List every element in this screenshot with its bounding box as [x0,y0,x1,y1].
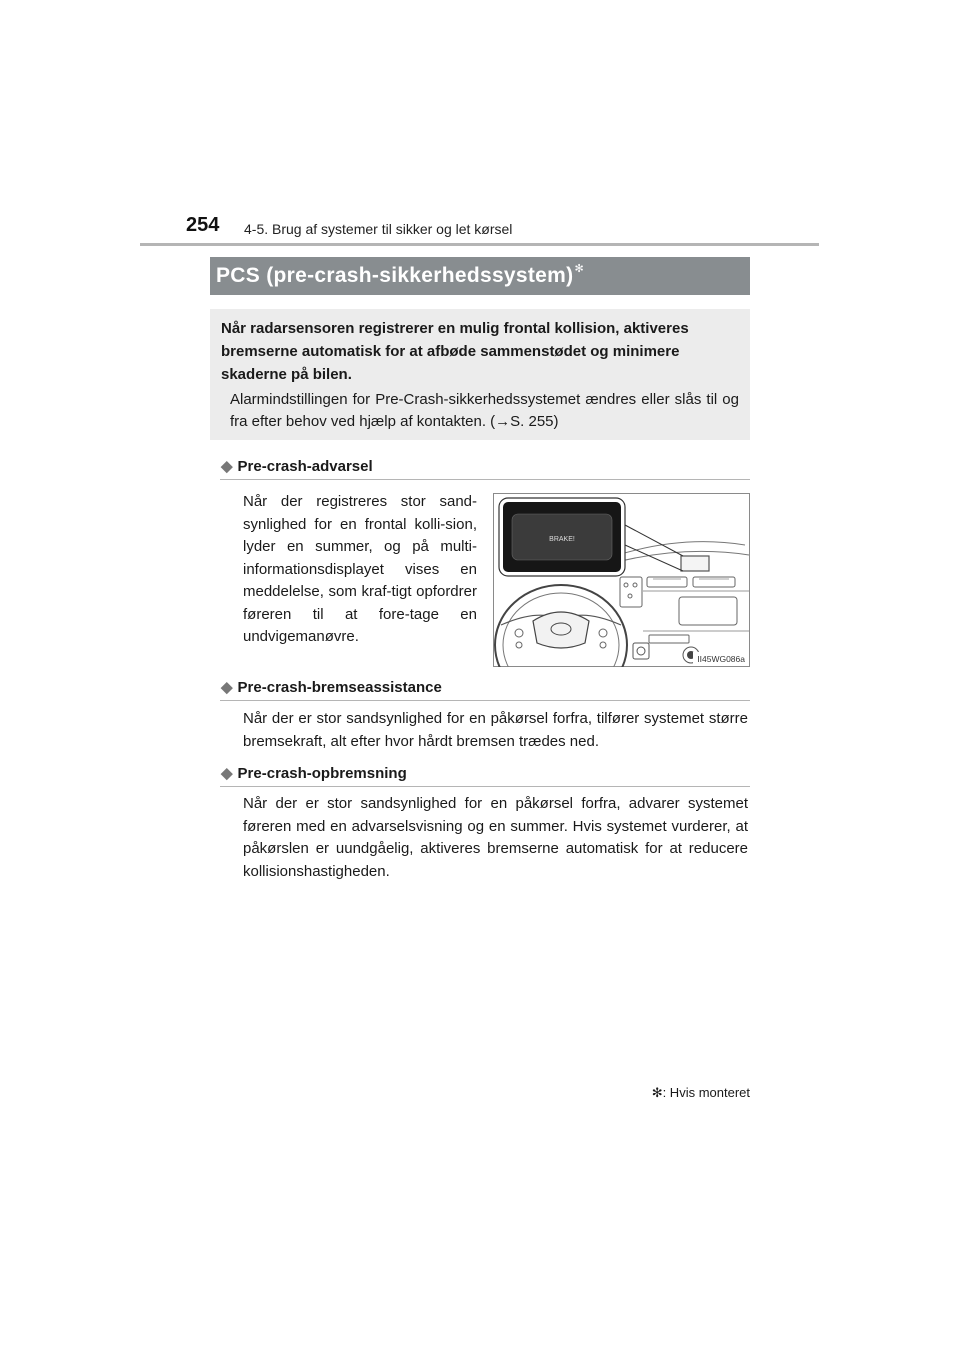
diamond-bullet-icon: ◆ [221,765,233,782]
diamond-bullet-icon: ◆ [221,679,233,696]
display-message: BRAKE! [549,536,575,543]
intro-box [210,309,750,440]
section-text: Når der er stor sandsynlighed for en påkørsel forfra, advarer systemet føreren med en advarselsvisning og en summer. Hvis systemet vurderer, at påkørslen er uundgåelig, aktiveres bremserne automatisk for at reducere kollisionshastigheden. [243,795,748,880]
asterisk-icon: ✻ [574,263,584,275]
intro-summary: Når radarsensoren registrerer en mulig frontal kollision, aktiveres bremserne automatisk for at afbøde sammenstødet og minimere skaderne på bilen. [221,320,689,383]
subheading-text: Pre-crash-bremseassistance [237,679,442,696]
footnote: ✻: Hvis monteret [651,1085,750,1100]
intro-note: Alarmindstillingen for Pre-Crash-sikkerhedssystemet ændres eller slås til og fra efter behov ved hjælp af kontakten. (→S. 255) [230,391,739,430]
section-text: Når der er stor sandsynlighed for en påkørsel forfra, tilfører systemet større bremsekraft, alt efter hvor hårdt bremsen trædes ned. [243,710,748,750]
subheading-rule [220,479,750,480]
subheading-pre-crash-brake-assist [221,678,442,696]
section-text: Når der registreres stor sand-synlighed for en frontal kolli-sion, lyder en summer, og på multi-informationsdisplayet vises en meddelelse, som kraf-tigt opfordrer føreren til at fore-tage en undvigemanøvre. [243,493,477,645]
subheading-text: Pre-crash-advarsel [237,458,373,475]
section-title [216,264,584,288]
header-rule [140,243,819,246]
diamond-bullet-icon: ◆ [221,458,233,475]
subheading-pre-crash-braking [221,764,407,782]
section-title-text: PCS (pre-crash-sikkerhedssystem) [216,264,574,287]
subheading-pre-crash-warning [221,457,373,475]
subheading-rule [220,700,750,701]
dashboard-illustration [493,493,750,667]
subheading-rule [220,786,750,787]
section-title-bar [210,257,750,295]
chapter-heading: 4-5. Brug af systemer til sikker og let kørsel [244,221,513,237]
illustration-code: II45WG086a [697,654,745,664]
page-number: 254 [186,214,220,236]
subheading-text: Pre-crash-opbremsning [237,765,407,782]
